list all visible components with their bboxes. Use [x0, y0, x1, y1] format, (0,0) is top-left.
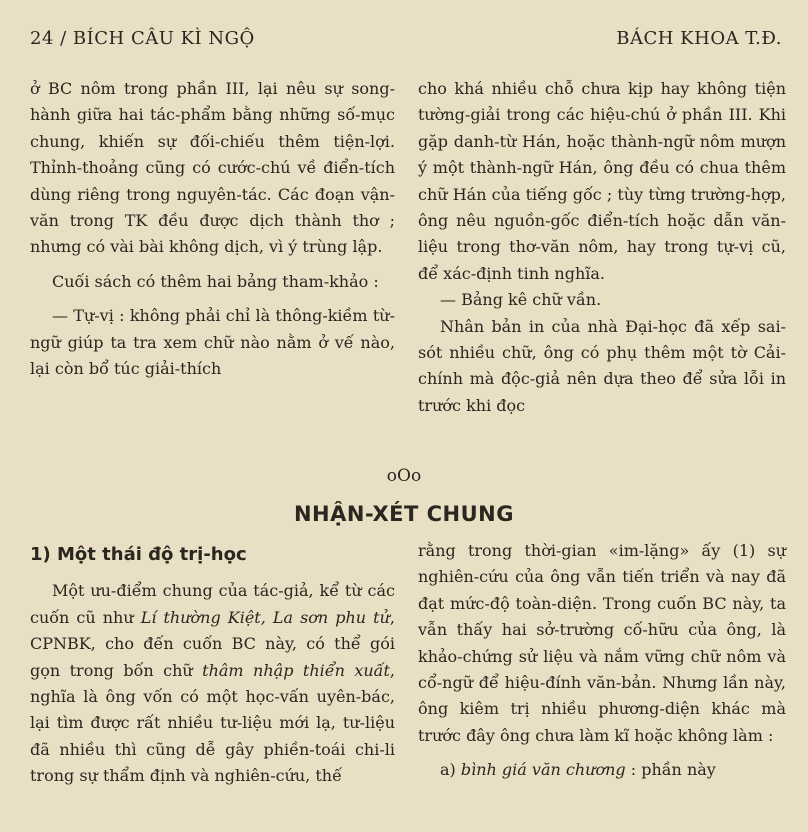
paragraph: — Bảng kê chữ vần. — [440, 290, 602, 310]
paragraph: cho khá nhiều chỗ chưa kịp hay không tiện tường-giải trong các hiệu-chú ở phần III. Khi gặp danh-từ Hán, hoặc thành-ngữ nôm mượn ý một thành-ngữ Hán, ông đều có chua thêm chữ Hán của tiếng gốc ; tùy từng trường-hợp, ông nêu nguồn-gốc điển-tích hoặc dẫn văn-liệu trong thơ-văn nôm, hay trong tự-vị cũ, để xác-định tinh nghĩa. — [418, 79, 786, 283]
page-header — [30, 28, 782, 58]
column-top-left — [30, 76, 395, 382]
column-top-right — [418, 76, 786, 419]
header-left: 24 / BÍCH CÂU KÌ NGỘ — [30, 28, 255, 49]
column-bottom-left — [30, 542, 395, 790]
text-run: , nghĩa là ông vốn có một học-vấn uyên-bác, lại tìm được rất nhiều tư-liệu mới lạ, tư-liệu đã nhiều thì cũng dễ gây phiền-toái chi-li trong sự thẩm định và nghiên-cứu, thế — [30, 660, 396, 786]
column-bottom-right — [418, 538, 786, 784]
italic-title: Lí thường Kiệt, La sơn phu tử — [140, 607, 390, 627]
subheading: 1) Một thái độ trị-học — [30, 544, 247, 565]
paragraph: Nhân bản in của nhà Đại-học đã xếp sai-sót nhiều chữ, ông có phụ thêm một tờ Cải-chính mà độc-giả nên dựa theo để sửa lỗi in trước khi đọc — [418, 316, 786, 415]
text-run: a) — [440, 760, 461, 780]
italic-phrase: bình giá văn chương — [460, 760, 626, 780]
section-separator: oOo — [386, 466, 422, 486]
paragraph: ở BC nôm trong phần III, lại nêu sự song-hành giữa hai tác-phẩm bằng những số-mục chung, khiến sự đối-chiếu thêm tiện-lợi. Thỉnh-thoảng cũng có cước-chú về điển-tích dùng riêng trong nguyên-tác. Các đoạn vận-văn trong TK đều được dịch thành thơ ; nhưng có vài bài không dịch, vì ý trùng lập. — [30, 79, 395, 257]
paragraph: — Tự-vị : không phải chỉ là thông-kiềm từ-ngữ giúp ta tra xem chữ nào nằm ở vế nào, lại còn bổ túc giải-thích — [30, 306, 395, 379]
paragraph — [30, 578, 395, 789]
italic-phrase: thâm nhập thiển xuất — [202, 660, 390, 680]
text-run: Một ưu-điểm chung của tác-giả, kể từ các cuốn cũ như — [30, 581, 395, 627]
text-run: , CPNBK, cho đến cuốn BC này, có thể gói gọn trong bốn chữ — [30, 607, 395, 680]
paragraph: rằng trong thời-gian «im-lặng» ấy (1) sự nghiên-cứu của ông vẫn tiến triển và nay đã đạt mức-độ toàn-diện. Trong cuốn BC này, ta vẫn thấy hai sở-trường cố-hữu của ông, là khảo-chứng sử liệu và nắm vững chữ nôm và cổ-ngữ để hiệu-đính văn-bản. Nhưng lần này, ông kiêm trị nhiều phương-diện khác mà trước đây ông chưa làm kĩ hoặc không làm : — [418, 541, 786, 745]
paragraph: Cuối sách có thêm hai bảng tham-khảo : — [52, 271, 379, 291]
section-title: NHẬN-XÉT CHUNG — [293, 502, 514, 526]
text-run: : phần này — [625, 760, 716, 780]
header-right: BÁCH KHOA T.Đ. — [616, 28, 782, 49]
paragraph — [418, 757, 786, 783]
